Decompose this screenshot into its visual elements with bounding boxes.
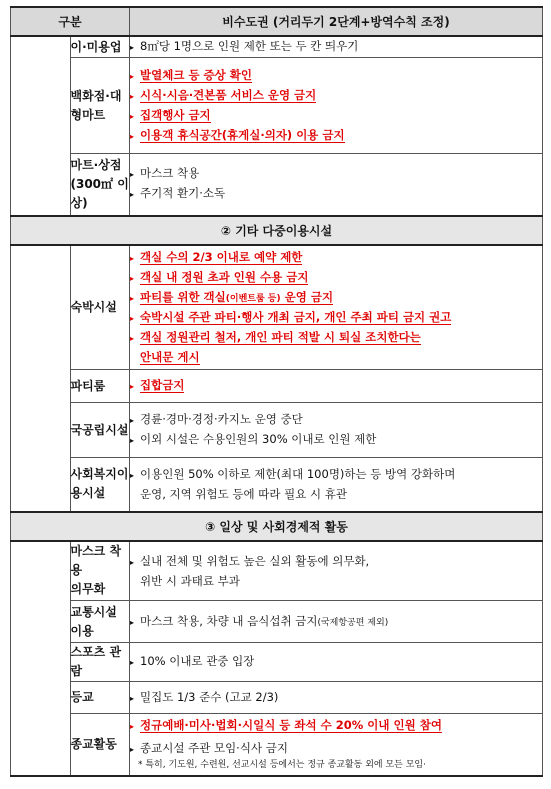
category-cell: 교통시설 이용 <box>70 601 130 643</box>
measures-table <box>10 6 543 777</box>
description-cell: ▸ 마스크 착용, 차량 내 음식섭취 금지(국제항공편 제외) <box>130 601 543 643</box>
section-title: ③ 일상 및 사회경제적 활동 <box>11 512 543 541</box>
header-category: 구분 <box>11 7 130 36</box>
triangle-bullet-icon: ▸ <box>130 382 135 391</box>
section-title: ② 기타 다중이용시설 <box>11 216 543 245</box>
description-cell: ▸ 발열체크 등 증상 확인 ▸ 시식·시음·견본품 서비스 운영 금지 ▸ 집객행사 금지 ▸ 이용객 휴식공간(휴게실·의자) 이용 금지 <box>130 58 543 154</box>
category-cell: 이·미용업 <box>70 36 130 58</box>
category-cell: 백화점·대형마트 <box>70 58 130 154</box>
triangle-bullet-icon: ▸ <box>130 254 135 264</box>
triangle-bullet-icon: ▸ <box>130 416 135 425</box>
triangle-bullet-icon: ▸ <box>130 170 135 180</box>
category-cell: 스포츠 관람 <box>70 643 130 682</box>
table-row <box>11 403 543 458</box>
triangle-bullet-icon: ▸ <box>130 131 135 141</box>
triangle-bullet-icon: ▸ <box>130 745 135 755</box>
table-row <box>11 682 543 714</box>
triangle-bullet-icon: ▸ <box>130 436 135 445</box>
description-cell: ▸ 8㎡당 1명으로 인원 제한 또는 두 칸 띄우기 <box>130 36 543 58</box>
table-row <box>11 601 543 643</box>
description-cell: ▸ 밀집도 1/3 준수 (고교 2/3) <box>130 682 543 714</box>
category-cell: 숙박시설 <box>70 245 130 370</box>
triangle-bullet-icon: ▸ <box>130 294 135 304</box>
table-row <box>11 154 543 216</box>
table-row <box>11 714 543 776</box>
table-row <box>11 36 543 58</box>
triangle-bullet-icon: ▸ <box>130 43 135 52</box>
description-cell: ▸ 집합금지 <box>130 370 543 403</box>
triangle-bullet-icon: ▸ <box>130 471 135 481</box>
triangle-bullet-icon: ▸ <box>130 557 135 567</box>
table-row <box>11 643 543 682</box>
category-cell: 파티룸 <box>70 370 130 403</box>
triangle-bullet-icon: ▸ <box>130 722 135 732</box>
triangle-bullet-icon: ▸ <box>130 111 135 121</box>
description-cell: ▸ 마스크 착용 ▸ 주기적 환기·소독 <box>130 154 543 216</box>
category-cell: 마스크 착용 의무화 <box>70 541 130 601</box>
triangle-bullet-icon: ▸ <box>130 190 135 200</box>
description-cell: ▸ 객실 수의 2/3 이내로 예약 제한 ▸ 객실 내 정원 초과 인원 수용 금지 ▸ 파티를 위한 객실(이벤트룸 등) 운영 금지 ▸ 숙박시설 주관 파티·행사 개최 금지, 개인 주최 파티 금지 권고 ▸ 객실 정원관리 철저, 개인 파티 적발 시 퇴실 조치한다는 안내문 게시 <box>130 245 543 370</box>
category-cell: 등교 <box>70 682 130 714</box>
triangle-bullet-icon: ▸ <box>130 314 135 324</box>
triangle-bullet-icon: ▸ <box>130 617 135 627</box>
table-header <box>11 7 543 36</box>
description-cell: ▸ 10% 이내로 관중 입장 <box>130 643 543 682</box>
section-header <box>11 216 543 245</box>
table-row <box>11 245 543 370</box>
triangle-bullet-icon: ▸ <box>130 658 135 667</box>
table-row <box>11 370 543 403</box>
table-row <box>11 541 543 601</box>
category-cell: 종교활동 <box>70 714 130 776</box>
section-header <box>11 512 543 541</box>
description-cell: ▸ 정규예배·미사·법회·시일식 등 좌석 수 20% 이내 인원 참여 ▸ 종교시설 주관 모임·식사 금지 * 특히, 기도원, 수련원, 선교시설 등에서는 정규 종교활동 외에 모든 모임· <box>130 714 543 776</box>
triangle-bullet-icon: ▸ <box>130 91 135 101</box>
description-cell: ▸ 경륜·경마·경정·카지노 운영 중단 ▸ 이외 시설은 수용인원의 30% 이내로 인원 제한 <box>130 403 543 458</box>
footnote: * 특히, 기도원, 수련원, 선교시설 등에서는 정규 종교활동 외에 모든 모임· <box>138 760 426 771</box>
category-cell: 마트·상점 (300㎡ 이상) <box>70 154 130 216</box>
category-cell: 국공립시설 <box>70 403 130 458</box>
gutter <box>11 245 71 512</box>
description-cell: ▸ 이용인원 50% 이하로 제한(최대 100명)하는 등 방역 강화하며 운영, 지역 위험도 등에 따라 필요 시 휴관 <box>130 458 543 512</box>
table-row <box>11 58 543 154</box>
triangle-bullet-icon: ▸ <box>130 334 135 344</box>
triangle-bullet-icon: ▸ <box>130 693 135 703</box>
triangle-bullet-icon: ▸ <box>130 274 135 284</box>
gutter <box>11 36 71 216</box>
category-cell: 사회복지이용시설 <box>70 458 130 512</box>
description-cell: ▸ 실내 전체 및 위험도 높은 실외 활동에 의무화, 위반 시 과태료 부과 <box>130 541 543 601</box>
header-description: 비수도권 (거리두기 2단계+방역수칙 조정) <box>130 7 543 36</box>
triangle-bullet-icon: ▸ <box>130 71 135 81</box>
gutter <box>11 541 71 776</box>
table-row <box>11 458 543 512</box>
